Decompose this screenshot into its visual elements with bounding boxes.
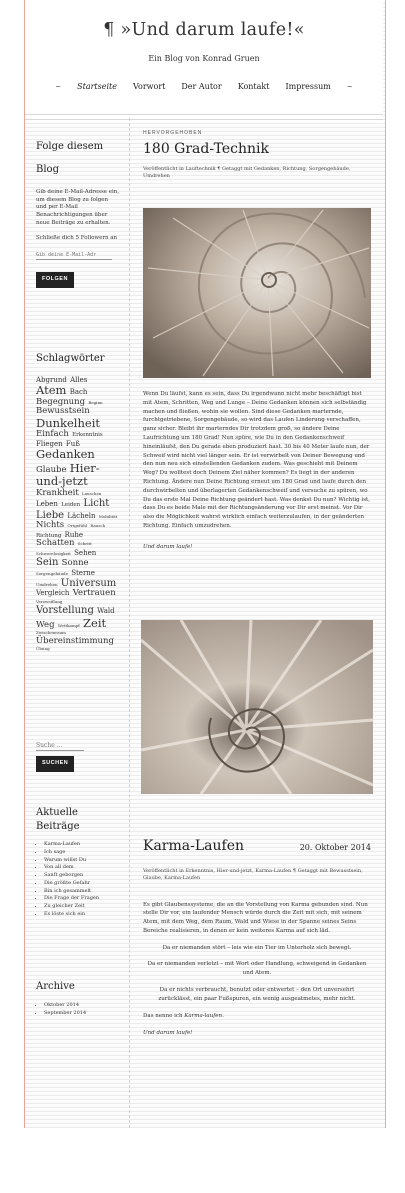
post-body-line: Da er niemanden verletzt – mit Wort oder Handlung, schweigend in Gedanken und Atem.	[147, 961, 367, 977]
post-signature: Und darum laufe!	[143, 1030, 193, 1037]
site-description: Ein Blog von Konrad Gruen	[148, 54, 260, 63]
tag-link[interactable]: Zwischenraum	[36, 630, 66, 636]
post-closing-prefix: Das nenne ich	[143, 1012, 183, 1019]
follow-widget-title-line1: Folge diesem	[36, 141, 104, 152]
tag-link[interactable]: Mobilität	[98, 513, 118, 519]
post-meta: Veröffentlicht in Erkenntnis, Hier-und-jetzt, Karma-Laufen ¶ Getaggt mit Bewusstsein, Glaube, Karma-Laufen	[143, 868, 363, 882]
tag-link[interactable]: Schatten	[36, 538, 75, 549]
tag-link[interactable]: Licht	[83, 498, 110, 510]
tag-link[interactable]: Hier-und-jetzt	[36, 460, 100, 489]
recent-posts-title-line1: Aktuelle	[36, 807, 78, 818]
tag-link[interactable]: Krankheit	[36, 487, 79, 498]
post-body	[143, 901, 371, 1039]
nav-item-vorwort[interactable]: Vorwort	[133, 82, 166, 91]
tag-link[interactable]: Abgrund	[36, 376, 67, 384]
search-button[interactable]: SUCHEN	[36, 756, 74, 772]
post-body-intro: Es gibt Glaubenssysteme, die an die Vorstellung von Karma gebunden sind. Nun stelle Dir vor, ein laufender Mensch würde durch die Zeit mit sich, mit seinem Atem, mit dem Weg, dem Raum, Wald und Wiese in der Spanne seines Seins Bereiche realisieren, in denen er kein weiteres Karma auf sich läd.	[143, 901, 368, 934]
tag-link[interactable]: Weg	[36, 619, 55, 630]
tags-widget	[36, 352, 120, 653]
stair-photo-top	[143, 208, 371, 378]
post-180-grad	[143, 130, 371, 181]
tag-link[interactable]: Begegnung	[36, 396, 86, 407]
post-closing	[143, 1012, 371, 1021]
tag-link[interactable]: Einfach	[36, 429, 69, 440]
tag-link[interactable]: Verzweiflung	[36, 598, 63, 604]
header-divider	[25, 114, 383, 120]
tag-link[interactable]: Sehen	[74, 549, 97, 558]
tag-link[interactable]: Fliegen	[36, 440, 63, 449]
post-body-line: Da er nichts verbraucht, benutzt oder entwertet – den Ort unversehrt zurücklässt, ein paar Fußspuren, ein wenig ausgeatmetes, mehr nicht.	[158, 987, 356, 1002]
main-navigation	[25, 82, 383, 91]
tag-link[interactable]: Vorstellung	[36, 605, 94, 617]
tag-link[interactable]: Wettkampf	[57, 622, 80, 628]
recent-post-link[interactable]: • Sanft geborgen	[44, 872, 120, 880]
post-title[interactable]: Karma-Laufen	[143, 838, 244, 854]
email-field[interactable]	[36, 250, 112, 260]
column-divider	[129, 118, 130, 1128]
archive-list	[36, 1002, 120, 1018]
tags-widget-title: Schlagwörter	[36, 353, 105, 364]
tag-link[interactable]: Fuß	[65, 440, 80, 449]
tag-link[interactable]: Alles	[70, 376, 88, 384]
recent-post-link[interactable]: • Es löste sich ein	[44, 911, 120, 919]
recent-post-link[interactable]: • Bin ich gesammelt	[44, 888, 120, 896]
tag-link[interactable]: Sorgengebäude	[36, 571, 68, 577]
tag-link[interactable]: Übung	[36, 646, 50, 652]
tag-link[interactable]: Richtung	[36, 533, 62, 540]
nav-item-impressum[interactable]: Impressum	[285, 82, 331, 91]
archive-title: Archive	[36, 981, 75, 992]
spiral-staircase-image-2	[141, 620, 373, 794]
tag-link[interactable]: Gedanken	[36, 447, 95, 462]
nav-item-startseite[interactable]: Startseite	[77, 82, 117, 91]
tag-link[interactable]: Nichts	[36, 520, 65, 531]
recent-post-link[interactable]: • Ich sage	[44, 849, 120, 857]
tag-link[interactable]: Sonne	[61, 558, 89, 569]
post-body	[143, 390, 371, 552]
tag-link[interactable]: Leiden	[61, 502, 81, 509]
recent-posts-title-line2: Beiträge	[36, 821, 80, 832]
tag-link[interactable]: Liebe	[36, 509, 65, 521]
tag-link[interactable]: Vertrauen	[72, 588, 116, 599]
post-body-line: Da er niemanden stört – leis wie ein Tier im Unterholz sich bewegt.	[162, 944, 352, 951]
tag-link[interactable]: Schritt	[77, 541, 92, 547]
archive-widget	[36, 980, 120, 1018]
search-widget	[36, 740, 120, 772]
tag-link[interactable]: Lauschen	[82, 490, 102, 496]
archive-link[interactable]: • Oktober 2014	[44, 1002, 120, 1010]
recent-post-link[interactable]: • Die größte Gefahr	[44, 880, 120, 888]
recent-post-link[interactable]: • Von all dem	[44, 864, 120, 872]
tag-link[interactable]: Schwerelosigkeit	[36, 551, 71, 557]
tag-link[interactable]: Sein	[36, 557, 59, 569]
stair-photo-bottom	[141, 620, 373, 794]
tag-link[interactable]: Wald	[97, 607, 115, 616]
post-body-text: Wenn Du läufst, kann es sein, dass Du irgendwann nicht mehr beschäftigt bist mit Atem, Schritten, Weg und Lunge – Deine Gedanken können sich selbständig machen und fließen, wohin sie wollen. Sind diese Gedanken marternde, furchtgetriebene, Sorgengebäude, so wird das Laufen Linderung verschaffen, ganz sicher. Bleibt ihr marterndes Dir trotzdem groß, so ändere Deine Laufrichtung um 180 Grad! Nun spüre, wie Du in den Gedankenschweif hineinläufst, den Du gerade eben produziert hast. 30 bis 40 Meter laufe nun, der Schweif wird nicht viel länger sein. Er ist verwirbelt von Deiner Bewegung und den nun neu sich einstellenden Gedanken zudem. Was geschieht mit Deinem Weg? Du wolltest doch Deinem Ziel näher kommen? Es liegt in der anderen Richtung. Ändere nun Deine Richtung erneut um 180 Grad und laufe durch den durchwirbelten und überlagerten Gedankenschweif und versuche zu spüren, wo Du das erste Mal Deine Richtung geändert hast. Was denkst Du nun? Wichtig ist, dass Du es beide Male mit der Richtungsänderung vor Dir erst meinst. Vor Dir also die Möglichkeit wahrst wirklich einfach weiterzulaufen, in der geänderten Richtung. Einfach umzudrehen.	[143, 391, 370, 529]
follow-widget-title-line2: Blog	[36, 164, 59, 175]
tag-link[interactable]: Rausch	[90, 523, 106, 529]
post-karma-laufen	[143, 838, 371, 1038]
tag-link[interactable]: Universum	[60, 577, 117, 589]
tag-link[interactable]: Ruhe	[64, 531, 84, 540]
post-meta: Veröffentlicht in Lauftechnik ¶ Getaggt mit Gedanken, Richtung, Sorgengebäude, Umdrehen	[143, 166, 351, 180]
post-signature: Und darum laufe!	[143, 543, 193, 550]
followers-count: Schließe dich 5 Followern an	[36, 235, 118, 242]
recent-post-link[interactable]: • Karma-Laufen	[44, 841, 120, 849]
tag-link[interactable]: Ortgefühl	[67, 523, 88, 529]
tag-link[interactable]: Beginn	[88, 399, 103, 405]
tag-link[interactable]: Bach	[69, 388, 88, 397]
tag-link[interactable]: Dunkelheit	[36, 416, 100, 431]
nav-dash-left: ~	[55, 82, 62, 91]
tag-link[interactable]: Übereinstimmung	[36, 635, 114, 646]
tag-link[interactable]: Glaube	[36, 464, 67, 475]
recent-post-link[interactable]: • Die Frage der Fragen	[44, 895, 120, 903]
tag-link[interactable]: Umdrehen	[36, 581, 58, 587]
tag-link[interactable]: Erkenntnis	[72, 432, 103, 439]
follow-widget-text: Gib deine E-Mail-Adresse ein, um diesem Blog zu folgen und per E-Mail Benachrichtigungen über neue Beiträge zu erhalten.	[36, 189, 120, 226]
tag-link[interactable]: Vergleich	[36, 589, 70, 598]
follow-button[interactable]: FOLGEN	[36, 272, 74, 288]
post-date[interactable]: 20. Oktober 2014	[299, 843, 371, 852]
post-title[interactable]: 180 Grad-Technik	[143, 141, 269, 157]
recent-post-link[interactable]: • Warum willst Du	[44, 857, 120, 865]
tag-link[interactable]: Zeit	[83, 615, 107, 630]
tag-link[interactable]: Leben	[36, 500, 58, 509]
recent-post-link[interactable]: • Zu gleicher Zeit	[44, 903, 120, 911]
archive-link[interactable]: • September 2014	[44, 1010, 120, 1018]
follow-widget	[36, 140, 120, 288]
tag-link[interactable]: Atem	[36, 383, 67, 398]
recent-posts-widget	[36, 806, 120, 919]
spiral-staircase-image	[143, 208, 371, 378]
site-title[interactable]: ¶ »Und darum laufe!«	[103, 20, 305, 40]
nav-item-der-autor[interactable]: Der Autor	[181, 82, 222, 91]
tag-link[interactable]: Bewusstsein	[36, 406, 90, 417]
tag-link[interactable]: Sterne	[71, 569, 95, 578]
featured-label: HERVORGEHOBEN	[143, 130, 203, 136]
tag-link[interactable]: Lächeln	[67, 511, 96, 520]
recent-posts-list	[36, 841, 120, 919]
search-input[interactable]	[36, 740, 84, 751]
nav-dash-right: ~	[346, 82, 353, 91]
post-closing-term: Karma-laufen.	[184, 1012, 224, 1019]
nav-item-kontakt[interactable]: Kontakt	[237, 82, 270, 91]
tag-cloud	[36, 376, 120, 653]
